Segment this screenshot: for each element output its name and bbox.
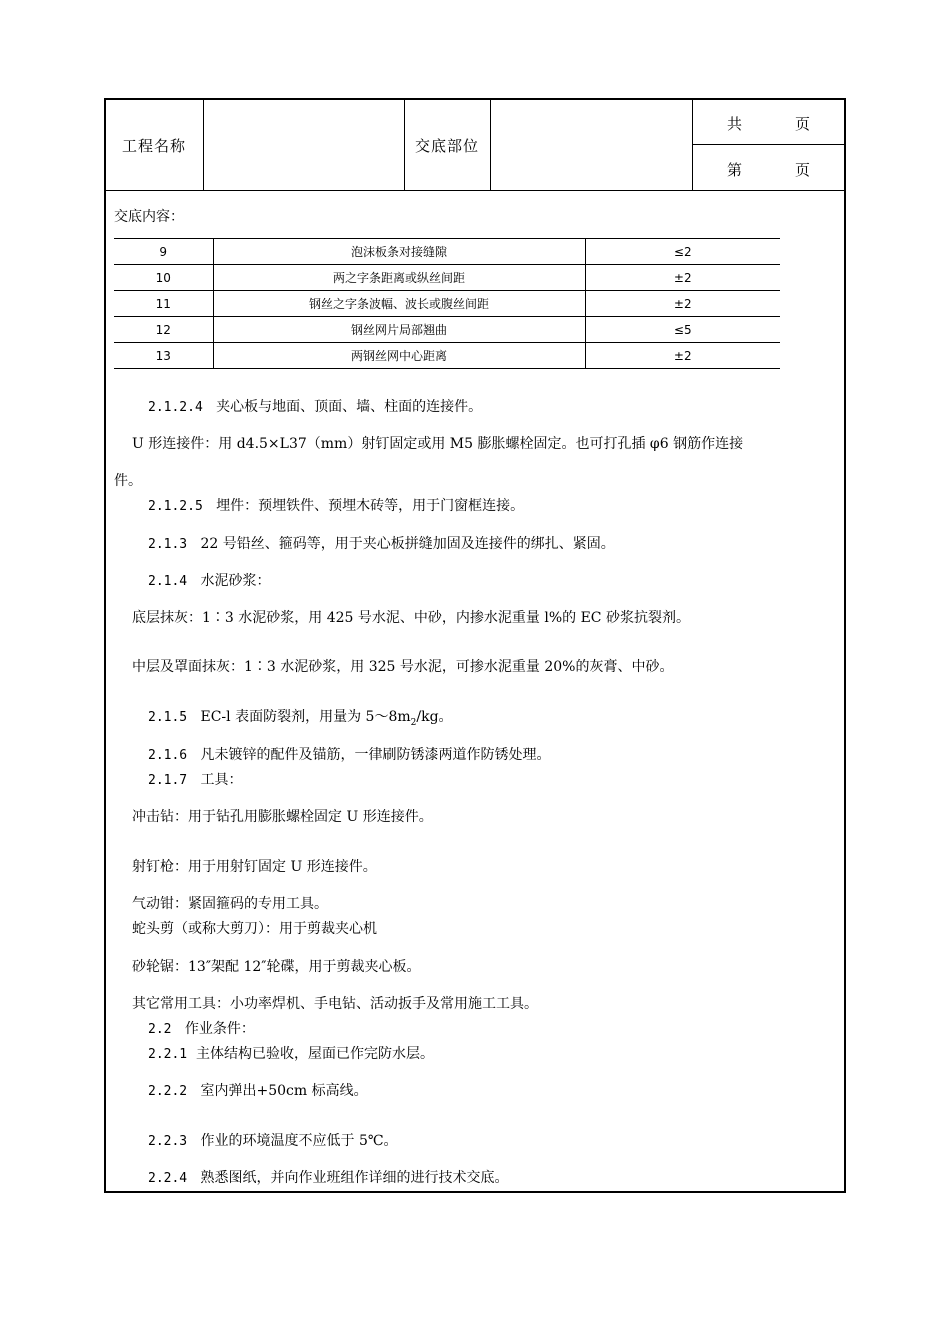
page-cell-divider (692, 144, 846, 145)
row-tolerance: ±2 (585, 343, 780, 369)
row-number: 10 (114, 265, 213, 291)
other-tools-para: 其它常用工具：小功率焊机、手电钻、活动扳手及常用施工工具。 (132, 996, 538, 1012)
section-number: 2.2.2 (148, 1084, 188, 1099)
section-text: 室内弹出+50cm 标高线。 (200, 1083, 368, 1099)
section-2-2-4 (148, 1167, 509, 1187)
section-2-2 (148, 1018, 255, 1038)
section-number: 2.1.7 (148, 773, 188, 788)
table-row (114, 265, 780, 291)
row-number: 12 (114, 317, 213, 343)
section-text: 埋件：预埋铁件、预埋木砖等，用于门窗框连接。 (216, 498, 525, 514)
table-row (114, 343, 780, 369)
section-2-1-2-5 (148, 495, 524, 515)
table-row (114, 291, 780, 317)
section-2-1-5 (148, 706, 453, 728)
section-2-1-2-4 (148, 396, 482, 416)
impact-drill-para: 冲击钻：用于钻孔用膨胀螺栓固定 U 形连接件。 (132, 809, 433, 825)
row-item: 钢丝之字条波幅、波长或腹丝间距 (213, 291, 585, 317)
section-2-1-4 (148, 570, 271, 590)
row-item: 钢丝网片局部翘曲 (213, 317, 585, 343)
row-item: 两之字条距离或纵丝间距 (213, 265, 585, 291)
section-2-1-3 (148, 533, 615, 553)
row-number: 11 (114, 291, 213, 317)
row-tolerance: ≤5 (585, 317, 780, 343)
row-number: 9 (114, 239, 213, 265)
row-tolerance: ±2 (585, 265, 780, 291)
page-no-label-1: 第 (727, 161, 744, 179)
section-number: 2.1.3 (148, 537, 188, 552)
u-connector-para-line1: U 形连接件：用 d4.5×L37（mm）射钉固定或用 M5 膨胀螺栓固定。也可打孔插 φ6 钢筋作连接 (132, 436, 744, 452)
snake-shears-para: 蛇头剪（或称大剪刀）：用于剪裁夹心机 (132, 921, 377, 937)
row-tolerance: ±2 (585, 291, 780, 317)
section-text: 水泥砂浆： (200, 573, 271, 589)
row-number: 13 (114, 343, 213, 369)
header-bottom-line (104, 190, 846, 191)
section-text: 夹心板与地面、顶面、墙、柱面的连接件。 (216, 399, 483, 415)
row-tolerance: ≤2 (585, 239, 780, 265)
project-name-label: 工程名称 (122, 137, 187, 155)
section-text: EC-l 表面防裂剂，用量为 5～8m (200, 709, 411, 725)
table-row (114, 239, 780, 265)
section-text: 22 号铅丝、箍码等，用于夹心板拼缝加固及连接件的绑扎、紧固。 (200, 536, 615, 552)
table-row (114, 317, 780, 343)
handover-part-label: 交底部位 (415, 137, 480, 155)
total-pages-label-2: 页 (795, 115, 812, 133)
section-number: 2.2.1 (148, 1047, 188, 1062)
section-number: 2.1.5 (148, 710, 188, 725)
section-text: 熟悉图纸，并向作业班组作详细的进行技术交底。 (200, 1170, 509, 1186)
section-number: 2.1.2.4 (148, 400, 203, 415)
section-text: 工具： (200, 772, 243, 788)
base-plaster-para: 底层抹灰：1∶3 水泥砂浆，用 425 号水泥、中砂，内掺水泥重量 l%的 EC 砂浆抗裂剂。 (132, 610, 690, 626)
pneumatic-pliers-para: 气动钳：紧固箍码的专用工具。 (132, 896, 328, 912)
page-no-label-2: 页 (795, 161, 812, 179)
row-item: 泡沫板条对接缝隙 (213, 239, 585, 265)
section-number: 2.2.4 (148, 1171, 188, 1186)
section-text: 主体结构已验收，屋面已作完防水层。 (196, 1046, 435, 1062)
header-divider-1 (203, 98, 204, 191)
section-2-2-3 (148, 1130, 398, 1150)
section-text: 作业的环境温度不应低于 5℃。 (200, 1133, 398, 1149)
section-text: 凡未镀锌的配件及锚筋，一律刷防锈漆两道作防锈处理。 (200, 747, 551, 763)
nail-gun-para: 射钉枪：用于用射钉固定 U 形连接件。 (132, 859, 377, 875)
header-divider-2 (404, 98, 405, 191)
content-label: 交底内容： (114, 209, 184, 225)
tolerance-table (114, 238, 780, 369)
grinder-saw-para: 砂轮锯：13″架配 12″轮碟，用于剪裁夹心板。 (132, 959, 421, 975)
section-text: 作业条件： (184, 1021, 255, 1037)
section-number: 2.1.2.5 (148, 499, 203, 514)
middle-plaster-para: 中层及罩面抹灰：1∶3 水泥砂浆，用 325 号水泥，可掺水泥重量 20%的灰膏、中砂。 (132, 659, 674, 675)
total-pages-label-1: 共 (727, 115, 744, 133)
section-number: 2.1.4 (148, 574, 188, 589)
section-number: 2.2.3 (148, 1134, 188, 1149)
section-number: 2.1.6 (148, 748, 188, 763)
section-text-end: /kg。 (416, 709, 453, 725)
section-2-2-2 (148, 1080, 368, 1100)
section-2-1-7 (148, 769, 243, 789)
section-number: 2.2 (148, 1022, 172, 1037)
u-connector-para-line2: 件。 (114, 473, 142, 489)
subscript: 2 (410, 717, 417, 728)
header-divider-3 (490, 98, 491, 191)
section-2-2-1 (148, 1043, 434, 1063)
section-2-1-6 (148, 744, 551, 764)
row-item: 两钢丝网中心距离 (213, 343, 585, 369)
